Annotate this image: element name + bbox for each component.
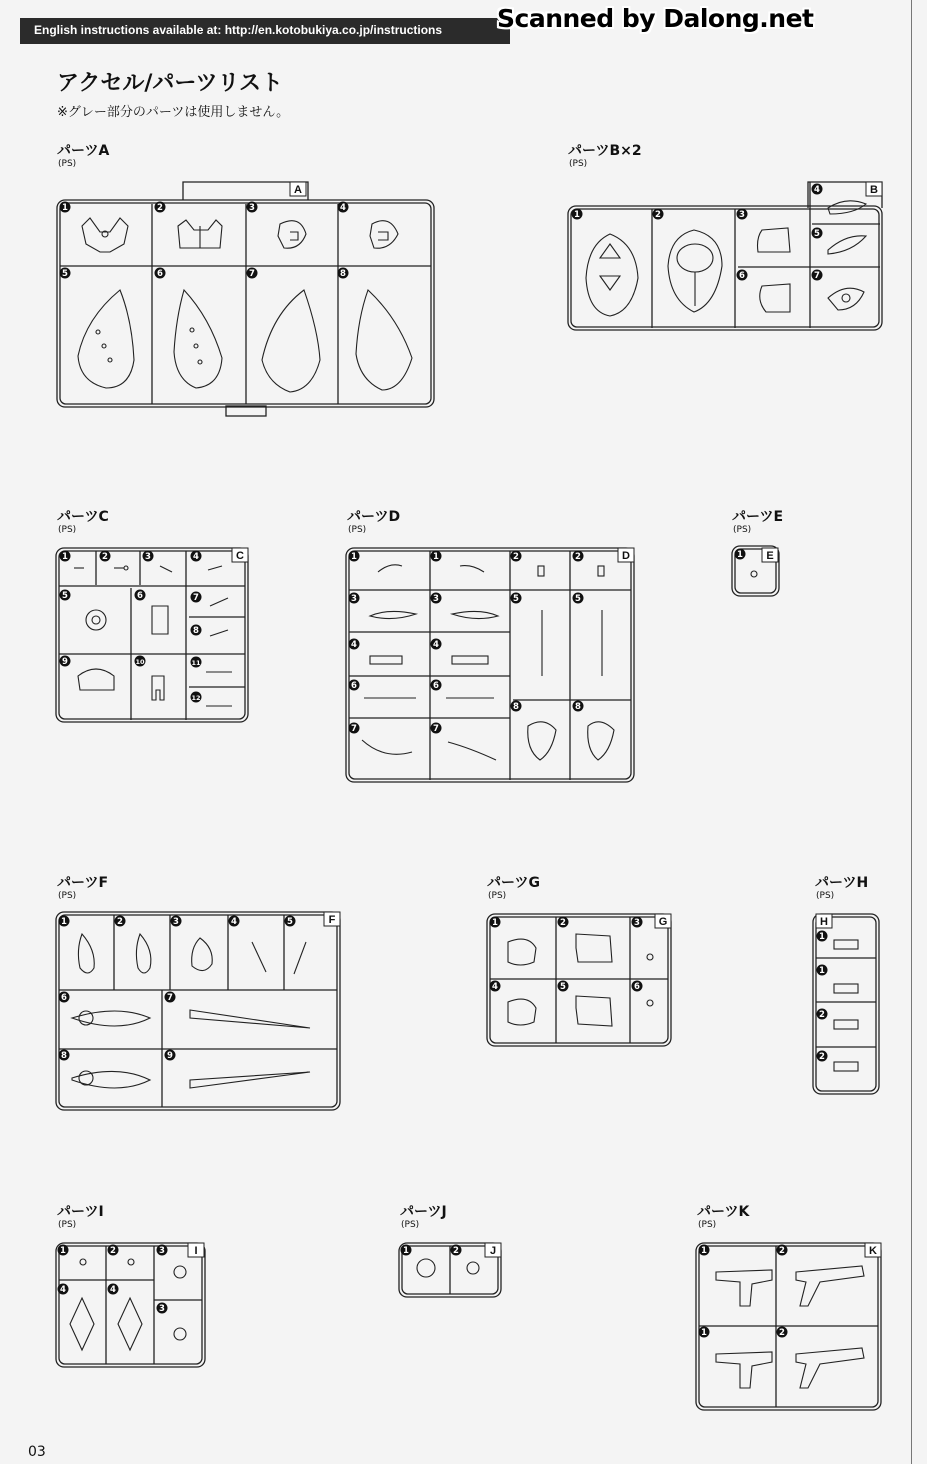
part-number-d-6: 6 — [351, 681, 357, 692]
part-number-a-2: 2 — [157, 203, 163, 214]
part-b5-shape — [828, 236, 866, 254]
part-number-d-8: 8 — [575, 702, 581, 713]
material-g: (PS) — [488, 891, 507, 901]
part-number-c-1: 1 — [62, 552, 68, 563]
part-number-a-6: 6 — [157, 269, 163, 280]
part-number-a-5: 5 — [62, 269, 68, 280]
runner-inner-frame-h — [816, 917, 876, 1091]
part-number-a-3: 3 — [249, 203, 255, 214]
part-number-i-4: 4 — [110, 1285, 116, 1296]
part-number-g-3: 3 — [634, 918, 640, 929]
part-number-g-2: 2 — [560, 918, 566, 929]
part-number-f-4: 4 — [231, 917, 237, 928]
part-b7-shape — [828, 288, 864, 310]
part-number-g-5: 5 — [560, 982, 566, 993]
material-c: (PS) — [58, 525, 77, 535]
runner-label-b: パーツB×2 — [568, 143, 642, 159]
part-number-d-5: 5 — [513, 594, 519, 605]
part-number-j-2: 2 — [453, 1246, 459, 1257]
runner-label-e: パーツE — [732, 509, 784, 525]
part-number-d-3: 3 — [351, 594, 357, 605]
part-a8-shape — [356, 290, 412, 390]
runner-label-k: パーツK — [697, 1204, 750, 1220]
part-number-d-2: 2 — [575, 552, 581, 563]
material-j: (PS) — [401, 1220, 420, 1230]
part-number-c-5: 5 — [62, 591, 68, 602]
part-number-h-2: 2 — [819, 1052, 825, 1063]
part-g-shapes — [508, 934, 653, 1026]
part-e1-shape — [751, 571, 757, 577]
part-number-d-4: 4 — [351, 640, 357, 651]
part-number-g-1: 1 — [492, 918, 498, 929]
part-b3-shape — [758, 228, 791, 252]
part-number-i-2: 2 — [110, 1246, 116, 1257]
part-number-f-1: 1 — [61, 917, 67, 928]
part-number-j-1: 1 — [403, 1246, 409, 1257]
part-number-c-6: 6 — [137, 591, 143, 602]
part-c-shapes — [74, 566, 232, 706]
part-number-d-2: 2 — [513, 552, 519, 563]
part-number-k-1: 1 — [701, 1246, 707, 1257]
part-number-i-1: 1 — [60, 1246, 66, 1257]
part-b1-shape — [586, 234, 638, 316]
part-number-k-2: 2 — [779, 1246, 785, 1257]
runner-label-f: パーツF — [57, 875, 109, 891]
runner-label-c: パーツC — [57, 509, 109, 525]
part-number-a-4: 4 — [340, 203, 346, 214]
part-number-h-2: 2 — [819, 1010, 825, 1021]
part-number-a-8: 8 — [340, 269, 346, 280]
part-number-d-4: 4 — [433, 640, 439, 651]
part-number-c-11: 11 — [191, 659, 201, 668]
part-number-f-3: 3 — [173, 917, 179, 928]
material-k: (PS) — [698, 1220, 717, 1230]
part-number-b-6: 6 — [739, 271, 745, 282]
material-e: (PS) — [733, 525, 752, 535]
material-f: (PS) — [58, 891, 77, 901]
part-h-shapes — [834, 940, 858, 1071]
runner-tag-e: E — [766, 550, 774, 562]
part-number-k-2: 2 — [779, 1328, 785, 1339]
part-number-b-1: 1 — [574, 210, 580, 221]
gray-parts-note: ※グレー部分のパーツは使用しません。 — [57, 105, 290, 120]
runner-tag-a: A — [294, 184, 302, 196]
part-number-h-1: 1 — [819, 932, 825, 943]
runner-tag-h: H — [820, 916, 828, 928]
part-number-b-3: 3 — [739, 210, 745, 221]
runner-tab-a — [183, 182, 308, 200]
runner-tag-f: F — [328, 914, 336, 926]
runner-tag-j: J — [489, 1245, 497, 1257]
part-number-f-8: 8 — [61, 1051, 67, 1062]
part-number-k-1: 1 — [701, 1328, 707, 1339]
part-a5-shape — [78, 290, 134, 388]
page-title: アクセル/パーツリスト — [57, 71, 284, 96]
part-a7-shape — [262, 290, 320, 392]
part-number-d-1: 1 — [351, 552, 357, 563]
part-a3-shape — [278, 221, 306, 249]
part-b2-shape — [668, 230, 722, 312]
part-number-c-4: 4 — [193, 552, 199, 563]
part-number-b-7: 7 — [814, 271, 820, 282]
part-k-shapes — [716, 1266, 864, 1388]
part-number-e-1: 1 — [737, 550, 743, 561]
part-number-f-2: 2 — [117, 917, 123, 928]
runner-inner-frame-b — [571, 209, 879, 327]
part-number-d-5: 5 — [575, 594, 581, 605]
part-number-c-10: 10 — [135, 658, 145, 667]
part-number-c-12: 12 — [191, 694, 201, 703]
runner-label-h: パーツH — [815, 875, 869, 891]
english-instructions-url: English instructions available at: http://en.kotobukiya.co.jp/instructions — [34, 23, 443, 37]
part-number-d-8: 8 — [513, 702, 519, 713]
page-number: 03 — [28, 1444, 46, 1460]
material-h: (PS) — [816, 891, 835, 901]
part-number-i-4: 4 — [60, 1285, 66, 1296]
part-b6-shape — [760, 284, 790, 312]
part-number-b-4: 4 — [814, 185, 820, 196]
part-number-d-3: 3 — [433, 594, 439, 605]
part-a1-shape — [82, 218, 128, 252]
runner-label-j: パーツJ — [400, 1204, 447, 1220]
part-number-b-2: 2 — [655, 210, 661, 221]
scanner-watermark: Scanned by Dalong.net — [497, 4, 814, 33]
part-number-i-3: 3 — [159, 1304, 165, 1315]
part-number-g-6: 6 — [634, 982, 640, 993]
part-f-shapes — [72, 934, 310, 1088]
runner-label-i: パーツI — [57, 1204, 104, 1220]
part-number-f-7: 7 — [167, 993, 173, 1004]
material-a: (PS) — [58, 159, 77, 169]
part-j-shapes — [417, 1259, 479, 1277]
part-a2-shape — [178, 220, 222, 248]
runner-frame-d — [346, 548, 634, 782]
part-number-i-3: 3 — [159, 1246, 165, 1257]
part-number-f-5: 5 — [287, 917, 293, 928]
part-number-d-1: 1 — [433, 552, 439, 563]
material-d: (PS) — [348, 525, 367, 535]
part-number-d-6: 6 — [433, 681, 439, 692]
part-number-h-1: 1 — [819, 966, 825, 977]
part-number-g-4: 4 — [492, 982, 498, 993]
part-number-c-7: 7 — [193, 593, 199, 604]
runner-tag-d: D — [622, 550, 630, 562]
part-number-f-6: 6 — [61, 993, 67, 1004]
runner-tag-k: K — [869, 1245, 877, 1257]
part-a6-shape — [174, 290, 222, 388]
material-i: (PS) — [58, 1220, 77, 1230]
part-b4-shape — [828, 201, 866, 214]
part-a4-shape — [370, 221, 398, 249]
part-number-b-5: 5 — [814, 229, 820, 240]
part-number-f-9: 9 — [167, 1051, 173, 1062]
runner-label-a: パーツA — [57, 143, 110, 159]
runner-label-g: パーツG — [487, 875, 540, 891]
runner-tag-b: B — [870, 184, 878, 196]
part-number-c-9: 9 — [62, 657, 68, 668]
part-number-c-2: 2 — [102, 552, 108, 563]
part-number-a-1: 1 — [62, 203, 68, 214]
part-number-d-7: 7 — [351, 724, 357, 735]
runner-label-d: パーツD — [347, 509, 401, 525]
runner-tag-g: G — [658, 916, 668, 928]
part-i-shapes — [70, 1259, 186, 1350]
material-b: (PS) — [569, 159, 588, 169]
runner-tag-c: C — [236, 550, 244, 562]
part-number-c-3: 3 — [145, 552, 151, 563]
part-number-a-7: 7 — [249, 269, 255, 280]
runner-tag-i: I — [194, 1245, 198, 1257]
part-number-c-8: 8 — [193, 626, 199, 637]
part-number-d-7: 7 — [433, 724, 439, 735]
